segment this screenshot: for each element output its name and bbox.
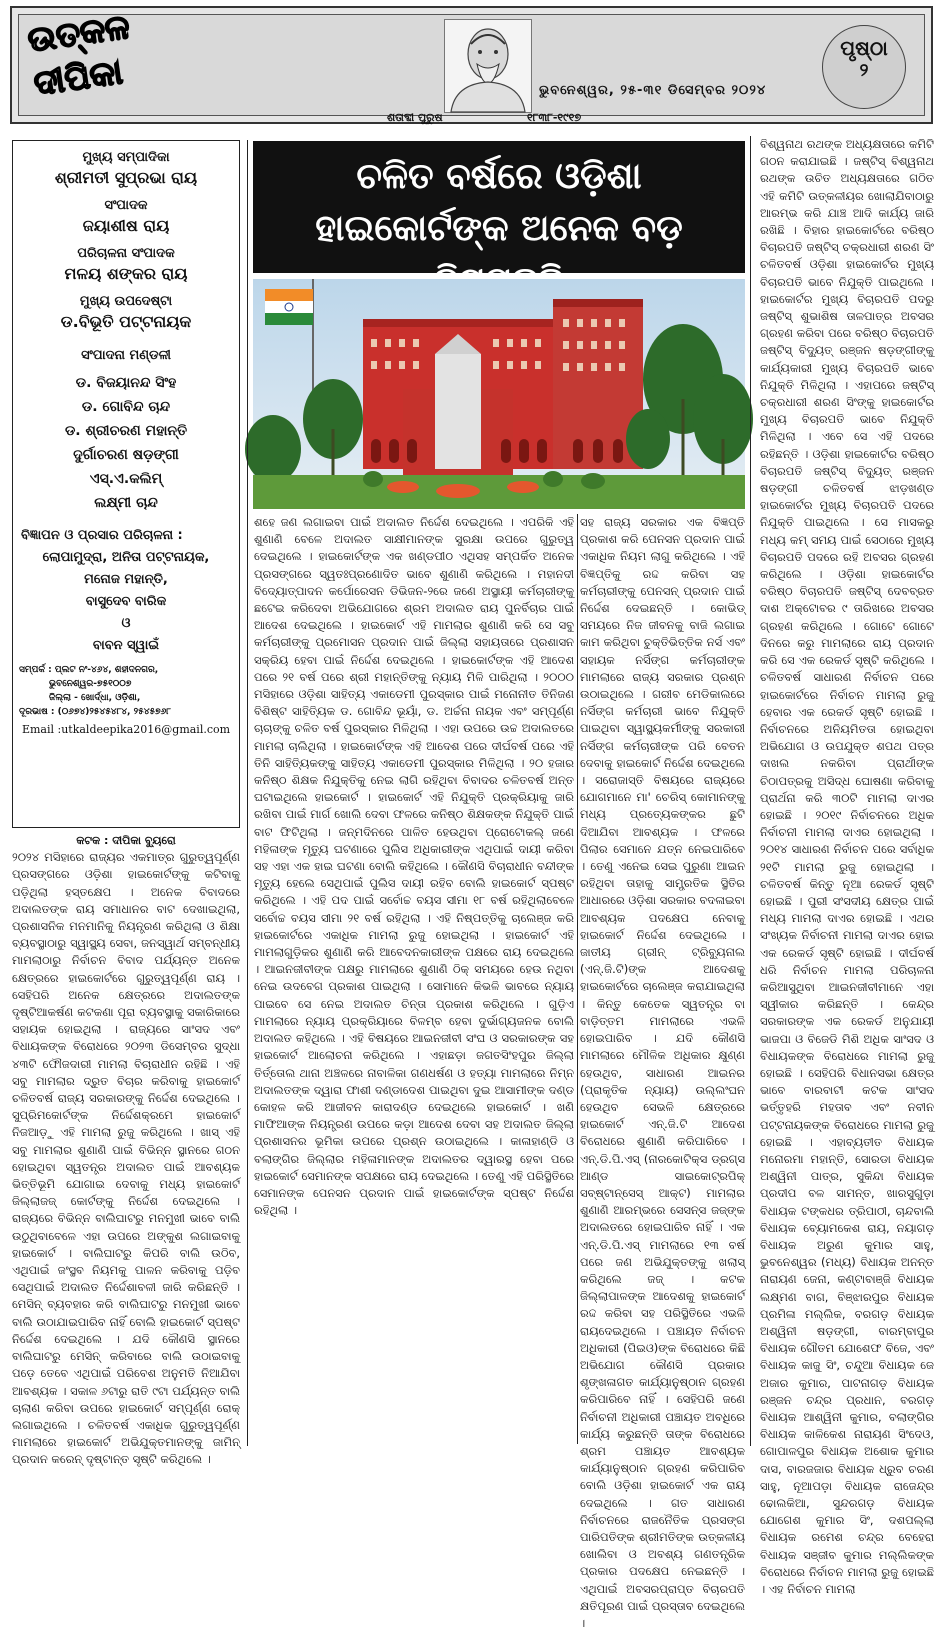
article-byline: କଟକ : ଦୀପିକା ବ୍ୟୁରୋ bbox=[76, 834, 176, 847]
high-court-photo bbox=[253, 279, 745, 509]
ad-line: ଲୋପାମୁଦ୍ରା, ଅନିତା ପଟ୍ଟନାୟକ, bbox=[42, 550, 210, 565]
ad-line: ବାବନ ସ୍ୱାଇଁ bbox=[92, 638, 160, 653]
issue-dateline: ଭୁବନେଶ୍ୱର, ୨୫-୩୧ ଡିସେମ୍ବର ୨୦୨୪ bbox=[539, 83, 767, 98]
ad-heading: ବିଜ୍ଞାପନ ଓ ପ୍ରସାର ପରିଚାଳନା : bbox=[21, 528, 183, 543]
contact-line: ଭୁବନେଶ୍ୱର-୭୫୧୦୦୭ bbox=[49, 679, 132, 689]
masthead bbox=[10, 6, 933, 124]
chief-advisor-name: ଡ.ବିଭୂତି ପଟ୍ଟନାୟକ bbox=[60, 312, 192, 331]
editorial-board-role: ସଂପାଦନା ମଣ୍ଡଳୀ bbox=[81, 348, 171, 363]
board-member: ଦୁର୍ଗାଚରଣ ଷଡ଼ଙ୍ଗୀ bbox=[73, 447, 179, 463]
board-member: ଡ. ବିଜୟାନନ୍ଦ ସିଂହ bbox=[75, 375, 177, 391]
contact-address bbox=[19, 663, 233, 719]
chief-editor-role: ମୁଖ୍ୟ ସମ୍ପାଦିକା bbox=[82, 150, 170, 165]
portrait-caption-title: ଶତାବ୍ଦୀ ପୁରୁଷ bbox=[387, 111, 443, 124]
headline-line-2: ହାଇକୋର୍ଟଙ୍କ ଅନେକ ବଡ଼ bbox=[315, 208, 683, 249]
chief-editor-name: ଶ୍ରୀମତୀ ସୁପ୍ରଭା ରାୟ bbox=[54, 168, 198, 187]
headline-line-1: ଚଳିତ ବର୍ଷରେ ଓଡ଼ିଶା bbox=[356, 156, 642, 197]
column-divider bbox=[577, 514, 578, 1444]
ad-line: ମନୋଜ ମହାନ୍ତି, bbox=[84, 572, 168, 587]
board-member: ଡ. ଗୋବିନ୍ଦ ଚାନ୍ଦ bbox=[81, 399, 171, 415]
column-divider bbox=[247, 140, 248, 1446]
article-column-middle-1: ଶହେ ଜଣ ଲଗାଇବା ପାଇଁ ଅଦାଲତ ନିର୍ଦ୍ଦେଶ ଦେଇଥିଲେ । ଏପରିକି ଏହି ଶୁଣାଣି ବେଳେ ଅଦାଲତ ସାକ୍ଷୀମାନଙ୍କ ସୁରକ୍ଷା ଉପରେ ଗୁରୁତ୍ୱ ଦେଇଥିଲେ । ହାଇକୋର୍ଟଙ୍କ ଏକ ଖଣ୍ଡପୀଠ ଏଥିସହ ସମ୍ପର୍କିତ ଅନେକ ପ୍ରସଙ୍ଗରେ ସ୍ୱତଃପ୍ରଣୋଦିତ ଭାବେ ଶୁଣାଣି କରିଥିଲେ । ମହାନଦୀ ବିଦ୍ୟୋତ୍ପାଦନ କର୍ପୋରେସନ ଡିଭିଜନ-୨ରେ ଜଣେ ଅସ୍ଥାୟୀ କର୍ମଚାରୀଙ୍କୁ ଛଟେଇ କରିଦେବା ଅଭିଯୋଗରେ ଶ୍ରମ ଅଦାଲତ ରାୟ ପୁନର୍ବିଚାର ପାଇଁ ଆଦେଶ ଦେଇଥିଲେ । ହାଇକୋର୍ଟ ଏହି ମାମଲାର ଶୁଣାଣି କରି ସେ ସବୁ କର୍ମଚାରୀଙ୍କୁ ପ୍ରମୋସନ ପ୍ରଦାନ ପାଇଁ ଜିଲ୍ଲା ସହାୟତାରେ ପ୍ରଶାସନ ସକ୍ରିୟ ହେବା ପାଇଁ ନିର୍ଦ୍ଦେଶ ଦେଇଥିଲେ । ହାଇକୋର୍ଟଙ୍କ ଏହି ଆଦେଶ ପରେ ୨୧ ବର୍ଷ ପରେ ଶ୍ରୀ ମହାନ୍ତିଙ୍କୁ ନ୍ୟାୟ ମିଳି ପାରିଥିଲା । ୨୦୦୦ ମସିହାରେ ଓଡ଼ିଶା ସାହିତ୍ୟ ଏକାଡେମୀ ପୁରସ୍କାର ପାଇଁ ମନୋନୀତ ତିନିଜଣ ବିଶିଷ୍ଟ ସାହିତ୍ୟିକ ଡ. ଗୋବିନ୍ଦ ଭୂୟାଁ, ଡ. ଅର୍ଚ୍ଚନା ନାୟକ ଏବଂ ସମ୍ପୂର୍ଣ୍ଣ ଚାଚାଙ୍କୁ ଚଳିତ ବର୍ଷ ପୁରସ୍କାର ମିଳିଥିଲା । ଏହା ଉପରେ ଉଚ୍ଚ ଅଦାଲତରେ ମାମଲା ଚାଲିଥିଲା । ହାଇକୋର୍ଟଙ୍କ ଏହି ଆଦେଶ ପରେ ଦୀର୍ଘବର୍ଷ ପରେ ଏହି ତିନି ସାହିତ୍ୟିକଙ୍କୁ ସାହିତ୍ୟ ଏକାଡେମୀ ପୁରସ୍କାର ମିଳିଥିଲା । ୨୦ ହଜାର କନିଷ୍ଠ ଶିକ୍ଷକ ନିଯୁକ୍ତିକୁ ନେଇ ଲାଗି ରହିଥିବା ବିବାଦର ଚଳିତବର୍ଷ ଅନ୍ତ ଘଟାଇଥିଲେ ହାଇକୋର୍ଟ । ହାଇକୋର୍ଟ ଏହି ନିଯୁକ୍ତି ପ୍ରକ୍ରିୟାକୁ ଜାରି ରଖିବା ପାଇଁ ମାର୍ଗ ଖୋଲି ଦେବା ଫଳରେ କନିଷ୍ଠ ଶିକ୍ଷକଙ୍କ ନିଯୁକ୍ତି ପାଇଁ ବାଟ ଫିଟିଥିଲା । ଜନ୍ମଦିନରେ ପାଳିତ ହେଉଥିବା ପ୍ରୋଟୋକଲ୍ ଜଣେ ମହିଳାଙ୍କ ମୃତ୍ୟୁ ଘଟଣାରେ ପୁଲିସ ଅଧିକାରୀଙ୍କ ଏଥିପାଇଁ ଦାୟୀ କରିବା ସହ ଏହା ଏକ ହାଇ ଘଟଣା ବୋଲି କହିଥିଲେ । କୌଣସି ବିଚାରାଧୀନ ବନ୍ଦୀଙ୍କ ମୃତ୍ୟୁ ହେଲେ ସେଥିପାଇଁ ପୁଲିସ ଦାୟୀ ରହିବ ବୋଲି ହାଇକୋର୍ଟ ସ୍ପଷ୍ଟ କରିଥିଲେ । ଏହି ପଦ ପାଇଁ ସର୍ବୋଚ୍ଚ ବୟସ ସୀମା ୧୮ ବର୍ଷ ରହିଥିଲାବେଳେ ସର୍ବୋଚ୍ଚ ବୟସ ସୀମା ୨୧ ବର୍ଷ ରହିଥିଲା । ଏହି ନିଷ୍ପତ୍ତିକୁ ଚାଲେଞ୍ଜ କରି ହାଇକୋର୍ଟରେ ଏକାଧିକ ମାମଲା ରୁଜୁ ହୋଇଥିଲା । ହାଇକୋର୍ଟ ଏହି ମାମଲାଗୁଡ଼ିକର ଶୁଣାଣି କରି ଆବେଦନକାରୀଙ୍କ ପକ୍ଷରେ ରାୟ ଦେଇଥିଲେ । ଆଇନଜୀବୀଙ୍କ ପକ୍ଷରୁ ମାମଲାରେ ଶୁଣାଣି ଠିକ୍ ସମୟରେ ହେଉ ନଥିବା ନେଇ ଉଦବେଗ ପ୍ରକାଶ ପାଇଥିଲା । ସୋମାନେ କିଭଳି ଭାବରେ ନ୍ୟାୟ ପାଇବେ ସେ ନେଇ ଅଦାଲତ ଚିନ୍ତା ପ୍ରକାଶ କରିଥିଲେ । ଗୁଡ଼ିଏ ମାମଲାରେ ନ୍ୟାୟ ପ୍ରକ୍ରିୟାରେ ବିଳମ୍ବ ହେବା ଦୁର୍ଭାଗ୍ୟଜନକ ବୋଲି ଅଦାଲତ କହିଥିଲେ । ଏହି ବିଷୟରେ ଆଇନଜୀବୀ ସଂଘ ଓ ସରକାରଙ୍କ ସହ ହାଇକୋର୍ଟ ଆଲୋଚନା କରିଥିଲେ । ଏହାଛଡ଼ା ଜଗତସିଂହପୁର ଜିଲ୍ଲା ତିର୍ତ୍ତୋଲ ଥାନା ଅଞ୍ଚଳରେ ନାବାଳିକା ଗଣଧର୍ଷଣ ଓ ହତ୍ୟା ମାମଲାରେ ନିମ୍ନ ଅଦାଲତଙ୍କ ଦ୍ୱାରା ଫାଶୀ ଦଣ୍ଡାଦେଶ ପାଇଥିବା ଦୁଇ ଆସାମୀଙ୍କ ଦଣ୍ଡ କୋହଳ କରି ଆଜୀବନ କାରାଦଣ୍ଡ ଦେଇଥିଲେ ହାଇକୋର୍ଟ । ଖଣି ମାଫିଆଙ୍କ ନିୟନ୍ତ୍ରଣ ଉପରେ କଡ଼ା ଆଦେଶ ଦେବା ସହ ଅଦାଲତ ଜିଲ୍ଲା ପ୍ରଶାସନର ଭୂମିକା ଉପରେ ପ୍ରଶ୍ନ ଉଠାଇଥିଲେ । କାଳାହାଣ୍ଡି ଓ ବଲାଙ୍ଗିର ଜିଲ୍ଲାର ମହିଳାମାନଙ୍କ ଅଦାଲତର ଦ୍ୱାରସ୍ଥ ହେବା ପରେ ହାଇକୋର୍ଟ ସେମାନଙ୍କ ସପକ୍ଷରେ ରାୟ ଦେଇଥିଲେ । ତେଣୁ ଏହି ପରିସ୍ଥିତିରେ ସେମାନଙ୍କ ପେନସନ ପ୍ରଦାନ ପାଇଁ ହାଇକୋର୍ଟଙ୍କ ସ୍ପଷ୍ଟ ନିର୍ଦ୍ଦେଶ ରହିଥିଲା । bbox=[254, 515, 574, 1218]
portrait-caption-years: ୧୮୩୮-୧୯୧୭ bbox=[527, 111, 582, 124]
chief-advisor-role: ମୁଖ୍ୟ ଉପଦେଷ୍ଟା bbox=[79, 294, 173, 309]
page-number-badge bbox=[822, 25, 906, 109]
editor-name: ଜୟାଶୀଷ ରାୟ bbox=[82, 216, 170, 235]
contact-email[interactable]: Email :utkaldeepika2016@gmail.com bbox=[21, 723, 231, 736]
ad-line: ବାସୁଦେବ ବାରିକ bbox=[85, 594, 167, 609]
article-column-left bbox=[12, 832, 240, 1467]
column-divider bbox=[750, 136, 751, 1446]
logo-line-2: ଦୀପିକା bbox=[31, 52, 126, 105]
portrait-caption bbox=[387, 111, 587, 125]
editor-role: ସଂପାଦକ bbox=[104, 198, 148, 213]
article-column-right: ବିଶ୍ୱନାଥ ରଥଙ୍କ ଅଧ୍ୟକ୍ଷତାରେ କମିଟି ଗଠନ କରାଯାଇଛି । ଜଷ୍ଟିସ୍ ବିଶ୍ୱନାଥ ରଥଙ୍କ ଉଚିତ ଅଧ୍ୟକ୍ଷତାରେ ଗଠିତ ଏହି କମିଟି ଉତ୍କଳୀୟର ଖୋଲାଯିବାଠାରୁ ଆରମ୍ଭ କରି ଯାଞ୍ଚ ଆଦି କାର୍ଯ୍ୟ ଜାରି ରଖିଛି । ବିହାର ହାଇକୋର୍ଟରେ ବରିଷ୍ଠ ବିଚାରପତି ଜଷ୍ଟିସ୍ ଚକ୍ରଧାରୀ ଶରଣ ସିଂ ଚଳିତବର୍ଷ ଓଡ଼ିଶା ହାଇକୋର୍ଟର ମୁଖ୍ୟ ବିଚାରପତି ଭାବେ ନିଯୁକ୍ତି ପାଇଥିଲେ । ହାଇକୋର୍ଟର ମୁଖ୍ୟ ବିଚାରପତି ପଦରୁ ଜଷ୍ଟିସ୍ ଶୁଭାଶିଷ ତାଳପାତ୍ର ଅବସର ଗ୍ରହଣ କରିବା ପରେ ବରିଷ୍ଠ ବିଚାରପତି ଜଷ୍ଟିସ୍ ବିଦ୍ୟୁତ୍ ରଞ୍ଜନ ଷଡ଼ଙ୍ଗୀଙ୍କୁ କାର୍ଯ୍ୟକାରୀ ମୁଖ୍ୟ ବିଚାରପତି ଭାବେ ନିଯୁକ୍ତି ମିଳିଥିଲା । ଏହାପରେ ଜଷ୍ଟିସ୍ ଚକ୍ରଧାରୀ ଶରଣ ସିଂଙ୍କୁ ହାଇକୋର୍ଟର ମୁଖ୍ୟ ବିଚାରପତି ଭାବେ ନିଯୁକ୍ତି ମିଳିଥିଲା । ଏବେ ସେ ଏହି ପଦରେ ରହିଛନ୍ତି । ଓଡ଼ିଶା ହାଇକୋର୍ଟର ବରିଷ୍ଠ ବିଚାରପତି ଜଷ୍ଟିସ୍ ବିଦ୍ୟୁତ୍ ରଞ୍ଜନ ଷଡ଼ଙ୍ଗୀ ଚଳିତବର୍ଷ ଝାଡ଼ଖଣ୍ଡ ହାଇକୋର୍ଟର ମୁଖ୍ୟ ବିଚାରପତି ପଦରେ ନିଯୁକ୍ତି ପାଇଥିଲେ । ସେ ମାସକରୁ ମଧ୍ୟ କମ୍ ସମୟ ପାଇଁ ସେଠାରେ ମୁଖ୍ୟ ବିଚାରପତି ପଦରେ ରହି ଅବସର ଗ୍ରହଣ କରିଥିଲେ । ଓଡ଼ିଶା ହାଇକୋର୍ଟର ବରିଷ୍ଠ ବିଚାରପତି ଜଷ୍ଟିସ୍ ଦେବବ୍ରତ ଦାଶ ଅକ୍ଟୋବର ୯ ତାରିଖରେ ଅବସର ଗ୍ରହଣ କରିଥିଲେ । ଗୋଟେ ଗୋଟେ ଦିନରେ କରୁ ମାମଲାରେ ରାୟ ପ୍ରଦାନ କରି ସେ ଏକ ରେକର୍ଡ ସୃଷ୍ଟି କରିଥିଲେ । ଚଳିତବର୍ଷ ସାଧାରଣ ନିର୍ବାଚନ ପରେ ହାଇକୋର୍ଟରେ ନିର୍ବାଚନ ମାମଲା ରୁଜୁ ହେବାର ଏକ ରେକର୍ଡ ସୃଷ୍ଟି ହୋଇଛି । ନିର୍ବାଚନରେ ଅନିୟମିତତା ହୋଇଥିବା ଅଭିଯୋଗ ଓ ଉପଯୁକ୍ତ ଶପଥ ପତ୍ର ଦାଖଲ ନକରିବା ପ୍ରାର୍ଥୀଙ୍କ ଚିଠାପତ୍ରକୁ ଅସିଦ୍ଧ ଘୋଷଣା କରିବାକୁ ପ୍ରାର୍ଥନା କରି ୩୦ଟି ମାମଲା ଦାଏର ହୋଇଛି । ୨୦୧୯ ନିର୍ବାଚନରେ ଅଧିକ ନିର୍ବାଚନୀ ମାମଲା ଦାଏର ହୋଇଥିଲା । ୨୦୧୪ ସାଧାରଣ ନିର୍ବାଚନ ପରେ ସର୍ବାଧିକ ୨୧ଟି ମାମଲା ରୁଜୁ ହୋଇଥିଲା । ଚଳିତବର୍ଷ କିନ୍ତୁ ନୂଆ ରେକର୍ଡ ସୃଷ୍ଟି ହୋଇଛି । ପୁରୀ ସଂସଦୀୟ କ୍ଷେତ୍ର ପାଇଁ ମଧ୍ୟ ମାମଲା ଦାଏର ହୋଇଛି । ଏଥର ସଂଖ୍ୟକ ନିର୍ବାଚନୀ ମାମଲା ଦାଏର ହୋଇ ଏକ ରେକର୍ଡ ସୃଷ୍ଟି ହୋଇଛି । ଦୀର୍ଘବର୍ଷ ଧରି ନିର୍ବାଚନ ମାମଲା ପରିଚାଳନା କରିଆସୁଥିବା ଆଇନଜୀବୀମାନେ ଏହା ସ୍ୱୀକାର କରିଛନ୍ତି । କେନ୍ଦ୍ର ସରକାରଙ୍କ ଏକ ରେକର୍ଡ ଅନୁଯାୟୀ ଭାଜପା ଓ ବିଜେଡି ମିଶି ଅଧିକ ସାଂସଦ ଓ ବିଧାୟକଙ୍କ ବିରୋଧରେ ମାମଲା ରୁଜୁ ହୋଇଛି । ସେହିପରି ବିଧାନସଭା କ୍ଷେତ୍ର ଭାବେ ବାରବାଟୀ କଟକ ସାଂସଦ ଭର୍ତ୍ତୃହରି ମହତାବ ଏବଂ ନବୀନ ପଟ୍ଟନାୟକଙ୍କ ବିରୋଧରେ ମାମଲା ରୁଜୁ ହୋଇଛି । ଏହାବ୍ୟତୀତ ବିଧାୟକ ମନୋରମା ମହାନ୍ତି, ସୋରଡା ବିଧାୟକ ଅଶ୍ୱିନୀ ପାତ୍ର, ସୁକିନ୍ଦା ବିଧାୟକ ପ୍ରଦୀପ ବଳ ସାମନ୍ତ, ଖାରସୁଗୁଡ଼ା ବିଧାୟକ ଟଙ୍କଧର ତ୍ରିପାଠୀ, ଚାନ୍ଦବାଲି ବିଧାୟକ ବ୍ୟୋମକେଶ ରାୟ, ନୟାଗଡ଼ ବିଧାୟକ ଅରୁଣ କୁମାର ସାହୁ, ଭୁବନେଶ୍ୱର (ମଧ୍ୟ) ବିଧାୟକ ଅନନ୍ତ ନାରାୟଣ ଜେନା, କଣ୍ଟାବାଞ୍ଜି ବିଧାୟକ ଲକ୍ଷ୍ମଣ ବାଗ, ବିଞ୍ଝାରପୁର ବିଧାୟକ ପ୍ରମିଳା ମଲ୍ଲିକ, ବରଗଡ଼ ବିଧାୟକ ଅଶ୍ୱିନୀ ଷଡ଼ଙ୍ଗୀ, ବାରମ୍ବାପୁର ବିଧାୟକ ଗୌତମ ଯୋଶେଫ ବିଜେ, ଏବଂ ବିଧାୟକ କାଜୁ ସିଂ, ଚନ୍ଦୁଆ ବିଧାୟକ ଜେ ଅଜାର କୁମାର, ପାଟନାଗଡ଼ ବିଧାୟକ ରଞ୍ଜନ ଚନ୍ଦ୍ର ପ୍ରଧାନ, ବରଗଡ଼ ବିଧାୟକ ଆଶ୍ୱିନୀ କୁମାର, ବଲାଙ୍ଗିର ବିଧାୟକ କାଳିକେଶ ନାରାୟଣ ସିଂଦେଓ, ଗୋପାଳପୁର ବିଧାୟକ ଅଶୋକ କୁମାର ଦାସ, ବାରଜଜାର ବିଧାୟକ ଧ୍ରୁବ ଚରଣ ସାହୁ, ନୂଆପଡ଼ା ବିଧାୟକ ରାଜେନ୍ଦ୍ର ଢୋଲକିଆ, ସୁନ୍ଦରଗଡ଼ ବିଧାୟକ ଯୋଗେଶ କୁମାର ସିଂ, ଦଶପଲ୍ଲା ବିଧାୟକ ରମେଶ ଚନ୍ଦ୍ର ବେହେରା ବିଧାୟକ ସଞ୍ଜୀବ କୁମାର ମଲ୍ଲିକଙ୍କ ବିରୋଧରେ ନିର୍ବାଚନ ମାମଲା ରୁଜୁ ହୋଇଛି । ଏହ ନିର୍ବାଚନ ମାମଲା bbox=[760, 137, 934, 1597]
logo-line-1: ଉତ୍କଳ bbox=[25, 6, 133, 61]
article-headline bbox=[253, 141, 745, 273]
board-member: ଏସ୍.ଏ.କଲିମ୍ bbox=[89, 471, 163, 487]
page-label: ପୃଷ୍ଠା bbox=[840, 36, 888, 60]
contact-phone: ଦୂରଭାଷ : (୦୬୭୪)୨୫୪୫୪୮୪, ୨୫୪୫୭୬୮ bbox=[19, 707, 171, 717]
article-column-middle-2: ସହ ରାଜ୍ୟ ସରକାର ଏକ ବିଜ୍ଞପ୍ତି ପ୍ରକାଶ କରି ପେନସନ ପ୍ରଦାନ ପାଇଁ ଏକାଧିକ ନିୟମ ଲାଗୁ କରିଥିଲେ । ଏହି ବିଜ୍ଞପ୍ତିକୁ ରଦ୍ଦ କରିବା ସହ କର୍ମଚାରୀଙ୍କୁ ପେନସନ୍ ପ୍ରଦାନ ପାଇଁ ନିର୍ଦ୍ଦେଶ ଦେଇଛନ୍ତି । କୋଭିଡ୍ ସମୟରେ ନିଜ ଜୀବନକୁ ବାଜି ଲଗାଇ କାମ କରିଥିବା ଚୁକ୍ତିଭିତ୍ତିକ ନର୍ସ ଏବଂ ସହାୟକ ନର୍ସିଙ୍ଗ କର୍ମଚାରୀଙ୍କ ମାମଲାରେ ରାଜ୍ୟ ସରକାର ପ୍ରଶ୍ନ ଉଠାଇଥିଲେ । ଗରୀବ ମେଡିକାଲରେ ନର୍ସିଙ୍ଗ କର୍ମଚାରୀ ଭାବେ ନିଯୁକ୍ତି ପାଇଥିବା ସ୍ୱାସ୍ଥ୍ୟକର୍ମୀଙ୍କୁ ସରକାରୀ ନର୍ସିଙ୍ଗ କର୍ମଚାରୀଙ୍କ ପରି ବେତନ ଦେବାକୁ ହାଇକୋର୍ଟ ନିର୍ଦ୍ଦେଶ ଦେଇଥିଲେ । ସରୋଜାସ୍ତି ବିଷୟରେ ରାଜ୍ୟରେ ଯୋଗମାନେ ମା' ଚେରିସ୍ କୋମାନଙ୍କୁ ମଧ୍ୟ ପ୍ରତ୍ୟେକଙ୍କର ଛୁଟି ଦିଆଯିବା ଆବଶ୍ୟକ । ଫଳରେ ପିଲାର ସେମାନେ ଯତ୍ନ ନେଇପାରିବେ । ତେଣୁ ଏନେଇ ସେଇ ପୁରୁଣା ଆଇନ ରହିଥିବା ତାହାକୁ ସାମ୍ପ୍ରତିକ ସ୍ଥିତିର ଆଧାରରେ ଓଡ଼ିଶା ସରକାର ବଦଳାଇବା ଆବଶ୍ୟକ ପଦକ୍ଷେପ ନେବାକୁ ହାଇକୋର୍ଟ ନିର୍ଦ୍ଦେଶ ଦେଇଥିଲେ । ଜାତୀୟ ଗ୍ରୀନ୍ ଟ୍ରିବ୍ୟୁନାଲ (ଏନ୍.ଜି.ଟି)ଙ୍କ ଆଦେଶକୁ ହାଇକୋର୍ଟରେ ଚାଲେଞ୍ଜ କରାଯାଇଥିଲା । କିନ୍ତୁ କେତେକ ସ୍ୱତନ୍ତ୍ର ବା ବାଡ଼ିତ୍ତମ ମାମଲାରେ ଏଭଳି ହୋଇପାରିବ । ଯଦି କୌଣସି ମାମଲାରେ ମୌଳିକ ଅଧିକାର କ୍ଷୁଣ୍ଣ ହେଉଥିବ, ସାଧାରଣ ଆଇନର (ପ୍ରାକୃତିକ ନ୍ୟାୟ) ଉଲ୍ଲଂଘନ ହେଉଥିବ ସେଭଳି କ୍ଷେତ୍ରରେ ହାଇକୋର୍ଟ ଏନ୍.ଜି.ଟି ଆଦେଶ ବିରୋଧରେ ଶୁଣାଣି କରିପାରିବେ । ଏନ୍.ଡି.ପି.ଏସ୍ (ନାରକୋଟିକ୍ସ ଡ୍ରଗ୍ସ ଆଣ୍ଡ ସାଇକୋଟ୍ରପିକ୍ ସବ୍‌ଷ୍ଟାନ୍ସେସ୍ ଆକ୍ଟ) ମାମଲାର ଶୁଣାଣି ଆରମ୍ଭରେ ସେସନ୍ସ ଜଜ୍ଙ୍କ ଅଦାଲତରେ ହୋଇପାରିବ ନାହିଁ । ଏକ ଏନ୍.ଡି.ପି.ଏସ୍ ମାମଲାରେ ୧୩ ବର୍ଷ ପରେ ଜଣ ଅଭିଯୁକ୍ତଙ୍କୁ ଖଲାସ୍ କରିଥିଲେ ଜଜ୍ । କଟକ ଜିଲ୍ଲାପାଳଙ୍କ ଆଦେଶକୁ ହାଇକୋର୍ଟ ରଦ୍ଦ କରିବା ସହ ପରିସ୍ଥିତିରେ ଏଭଳି ରାୟଦେଇଥିଲେ । ପଞ୍ଚାୟତ ନିର୍ବାଚନ ଅଧିକାରୀ (ପିଇଓ)ଙ୍କ ବିରୋଧରେ କିଛି ଅଭିଯୋଗ କୌଣସି ପ୍ରକାର ଶୃଙ୍ଖଳାଗତ କାର୍ଯ୍ୟାନୁଷ୍ଠାନ ଗ୍ରହଣ କରିପାରିବେ ନାହିଁ । ସେହିପରି ଜଣେ ନିର୍ବାଚନୀ ଅଧିକାରୀ ପଞ୍ଚାୟତ ଅବଧିରେ କାର୍ଯ୍ୟ କରୁଛନ୍ତି ତାଙ୍କ ବିରୋଧରେ ଶ୍ରମ ପଞ୍ଚାୟତ ଆବଶ୍ୟକ କାର୍ଯ୍ୟାନୁଷ୍ଠାନ ଗ୍ରହଣ କରିପାରିବ ବୋଲି ଓଡ଼ିଶା ହାଇକୋର୍ଟ ଏକ ରାୟ ଦେଇଥିଲେ । ଗତ ସାଧାରଣ ନିର୍ବାଚନରେ ରାଜନୈତିକ ପ୍ରସଙ୍ଗ ପାରିପତିଙ୍କ ଶ୍ରୀମତିଙ୍କ ଉତ୍କଳୀୟ ଖୋଲିବା ଓ ଅବଶ୍ୟ ଗଣତନ୍ତ୍ରିକ ପ୍ରକାର ପଦକ୍ଷେପ ନେଇଛନ୍ତି । ଏଥିପାଇଁ ଅବସରପ୍ରାପ୍ତ ବିଚାରପତି କ୍ଷତିପୂରଣ ପାଇଁ ପ୍ରସ୍ତାବ ଦେଇଥିଲେ । bbox=[580, 515, 745, 1630]
board-member: ଡ. ଶ୍ରୀଚରଣ ମହାନ୍ତି bbox=[64, 423, 188, 439]
managing-editor-role: ପରିଚାଳନା ସଂପାଦକ bbox=[77, 246, 175, 261]
board-member: ଲକ୍ଷ୍ମୀ ଚାନ୍ଦ bbox=[94, 495, 158, 511]
article-text: ୨୦୨୪ ମସିହାରେ ରାଜ୍ୟର ଏକମାତ୍ର ଗୁରୁତ୍ୱପୂର୍ଣ୍ଣ ପ୍ରସଙ୍ଗରେ ଓଡ଼ିଶା ହାଇକୋର୍ଟଙ୍କୁ କଟିବାକୁ ପଡ଼ିଥିଲା ହସ୍ତକ୍ଷେପ । ଅନେକ ବିବାଦରେ ଅଦାଲତଙ୍କ ରାୟ ସମାଧାନର ବାଟ ଦେଖାଇଥିଲା, ପ୍ରଶାସନିକ ମନମାନିକୁ ନିୟନ୍ତ୍ରଣ କରିଥିଲା ଓ ଶିକ୍ଷା ବ୍ୟବସ୍ଥାଠାରୁ ସ୍ୱାସ୍ଥ୍ୟ ସେବା, ଜନସ୍ୱାର୍ଥ ସମ୍ବନ୍ଧୀୟ ମାମଲାଠାରୁ ନିର୍ବାଚନ ବିବାଦ ପର୍ଯ୍ୟନ୍ତ ଅନେକ କ୍ଷେତ୍ରରେ ହାଇକୋର୍ଟରେ ଗୁରୁତ୍ୱପୂର୍ଣ୍ଣ ରାୟ । ସେହିପରି ଅନେକ କ୍ଷେତ୍ରରେ ଅଦାଲତଙ୍କ ଦୃଷ୍ଟିଆକର୍ଷଣ କଟକଣା ପୂରା ବ୍ୟବସ୍ଥାକୁ ସକାରିକାରେ ସହାୟକ ହୋଇଥିଲା । ରାଜ୍ୟରେ ସାଂସଦ ଏବଂ ବିଧାୟକଙ୍କ ବିରୋଧରେ ୨୦୨୩ ଡିସେମ୍ବର ସୁଦ୍ଧା ୪୩ଟି ଫୌଜଦାରୀ ମାମଲା ବିଚାରାଧୀନ ରହିଛି । ଏହି ସବୁ ମାମଲାର ଦ୍ରୁତ ବିଚାର କରିବାକୁ ହାଇକୋର୍ଟ ଚଳିତବର୍ଷ ରାଜ୍ୟ ସରକାରଙ୍କୁ ନିର୍ଦ୍ଦେଶ ଦେଇଥିଲେ । ସୁପ୍ରିମକୋର୍ଟଙ୍କ ନିର୍ଦ୍ଦେଶକ୍ରମେ ହାଇକୋର୍ଟ ନିଜଆଡ଼ୁ ଏହି ମାମଲା ରୁଜୁ କରିଥିଲେ । ଖାସ୍ ଏହି ସବୁ ମାମଲାର ଶୁଣାଣି ପାଇଁ ବିଭିନ୍ନ ସ୍ଥାନରେ ଗଠନ ହୋଇଥିବା ସ୍ୱତନ୍ତ୍ର ଅଦାଲତ ପାଇଁ ଆବଶ୍ୟକ ଭିତ୍ତିଭୂମି ଯୋଗାଇ ଦେବାକୁ ମଧ୍ୟ ହାଇକୋର୍ଟ ଜିଲ୍ଲାଜଜ୍ କୋର୍ଟଙ୍କୁ ନିର୍ଦ୍ଦେଶ ଦେଇଥିଲେ । ରାଜ୍ୟରେ ବିଭିନ୍ନ ବାଲିଘାଟରୁ ମନମୁଖୀ ଭାବେ ବାଲି ଉଠୁଥିବାବେଳେ ଏହା ଉପରେ ଅଙ୍କୁଶ ଲଗାଇବାକୁ ହାଇକୋର୍ଟ । ବାଲିଘାଟରୁ କିପରି ବାଲି ଉଠିବ, ଏଥିପାଇଁ ଜଂସ୍ଥବ ନିୟମକୁ ପାଳନ କରିବାକୁ ପଡ଼ିବ ସେଥିପାଇଁ ଅଦାଲତ ନିର୍ଦ୍ଦେଶାବଳୀ ଜାରି କରିଛନ୍ତି । ମେସିନ୍ ବ୍ୟବହାର କରି ବାଲିଘାଟରୁ ମନମୁଖୀ ଭାବେ ବାଲି ଉଠାଯାଇପାରିବ ନାହିଁ ବୋଲି ହାଇକୋର୍ଟ ସ୍ପଷ୍ଟ ନିର୍ଦ୍ଦେଶ ଦେଇଥିଲେ । ଯଦି କୌଣସି ସ୍ଥାନରେ ବାଲିଘାଟରୁ ମେସିନ୍ କରିବାରେ ବାଲି ଉଠାଇବାକୁ ପଡ଼େ ତେବେ ଏଥିପାଇଁ ପରିବେଶ ଅନୁମତି ନିଆଯିବା ଆବଶ୍ୟକ । ସକାଳ ୬ଟାରୁ ରାତି ୯ଟା ପର୍ଯ୍ୟନ୍ତ ବାଲି ଚାଲାଣ କରିବା ଉପରେ ହାଇକୋର୍ଟ ସମ୍ପୂର୍ଣ୍ଣ ରୋକ୍ ଲଗାଇଥିଲେ । ଚଳିତବର୍ଷ ଏକାଧିକ ଗୁରୁତ୍ୱପୂର୍ଣ୍ଣ ମାମଲାରେ ହାଇକୋର୍ଟ ଅଭିଯୁକ୍ତମାନଙ୍କୁ ଜାମିନ୍ ପ୍ରଦାନ କରେନ୍ ଦୃଷ୍ଟାନ୍ତ ସୃଷ୍ଟି କରିଥିଲେ । bbox=[12, 850, 240, 1467]
staff-box bbox=[12, 140, 240, 828]
ad-line: ଓ bbox=[121, 616, 131, 631]
page-number: ୨ bbox=[859, 60, 869, 81]
founder-portrait bbox=[444, 19, 532, 113]
contact-line: ଜିଲ୍ଲା - ଖୋର୍ଦ୍ଧା, ଓଡ଼ିଶା, bbox=[49, 693, 141, 703]
newspaper-logo[interactable] bbox=[25, 0, 197, 118]
managing-editor-name: ମଳୟ ଶଙ୍କର ରାୟ bbox=[64, 264, 188, 283]
contact-line: ସମ୍ପର୍କ : ପ୍ଲଟ ନଂ-୪୬୪, ଶହୀଦନଗର, bbox=[19, 665, 159, 675]
masthead-inner bbox=[18, 6, 925, 124]
